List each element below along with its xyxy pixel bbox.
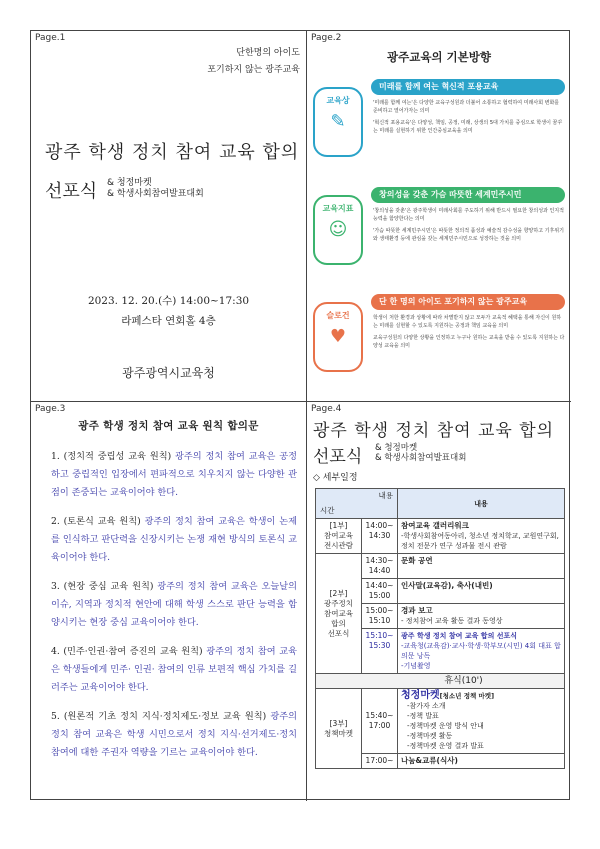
slogan <box>207 45 300 79</box>
content-cell <box>398 579 565 604</box>
principle-number: 4. <box>51 646 60 657</box>
direction-body <box>373 314 565 354</box>
direction-icon-label: 교육지표 <box>322 204 354 213</box>
content-item: -참가자 소개 <box>407 702 446 710</box>
page-label: Page.3 <box>35 404 66 414</box>
content-item: -정책마켓 운영 방식 안내 <box>407 722 484 730</box>
slogan-line: 포기하지 않는 광주교육 <box>207 65 300 75</box>
direction-icon-label: 슬로건 <box>326 311 350 320</box>
subtitle-line: & 청정마켓 <box>375 443 418 453</box>
table-row <box>316 519 565 554</box>
market-note: [청소년 정책 마켓] <box>439 692 495 700</box>
agreement-title: 광주 학생 정치 참여 교육 원칙 합의문 <box>78 420 259 432</box>
principle-text: 광주의 정치 참여 교육은 학생들에게 민주· 인권· 참여의 인류 보편적 핵심 가치를 길러주는 교육이어야 한다. <box>51 646 298 693</box>
direction-icon-box <box>313 302 363 372</box>
direction-block <box>313 187 565 275</box>
content-cell <box>398 689 565 754</box>
page-1 <box>31 31 306 401</box>
direction-icon-label: 교육상 <box>326 96 350 105</box>
direction-icon-box <box>313 87 363 157</box>
header-detail-cell: 내용 <box>398 489 565 519</box>
schedule-title: 광주 학생 정치 참여 교육 합의 <box>313 421 555 441</box>
time-cell: 14:30~ 14:40 <box>362 554 398 579</box>
page-label: Page.2 <box>311 33 342 43</box>
principle-item <box>51 643 297 697</box>
content-item: -정책 발표 <box>407 712 439 720</box>
header-time-label: 시간 <box>320 506 335 515</box>
header-content-label: 내용 <box>378 491 393 500</box>
directions-title: 광주교육의 기본방향 <box>387 50 491 64</box>
event-date: 2023. 12. 20.(수) 14:00~17:30 <box>87 295 250 307</box>
time-cell: 15:40~ 17:00 <box>362 689 398 754</box>
part-cell: [3부] 청책마켓 <box>316 689 362 769</box>
content-desc: -교육청(교육감)·교사·학생·학부모(시민) 4회 대표 합의문 낭독 -기념촬영 <box>401 642 561 670</box>
principles-list <box>51 448 297 773</box>
page-label: Page.4 <box>311 404 342 414</box>
principle-name: (정치적 중립성 교육 원칙) <box>63 451 172 462</box>
handshake-icon: ♥ <box>329 326 347 347</box>
event-venue: 라페스타 연회홀 4층 <box>121 315 216 327</box>
table-row <box>316 689 565 754</box>
principle-name: (민주·인권·참여 증진의 교육 원칙) <box>63 646 203 657</box>
content-cell <box>398 754 565 769</box>
principle-text: 광주의 정치 참여 교육은 오늘날의 이슈, 지역과 정치적 현안에 대해 학생 스스로 판단 능력을 함양시키는 현장 중심 교육이어야 한다. <box>51 581 298 628</box>
principle-number: 2. <box>51 516 60 527</box>
header-diagonal-cell <box>316 489 398 519</box>
principle-item <box>51 708 297 762</box>
direction-text: '혁신적 포용교육'은 다양성, 책임, 공정, 미래, 상생의 5대 가치를 중심으로 학생이 꿈꾸는 미래를 실현하기 위한 인간중심교육을 의미 <box>373 120 563 134</box>
part-cell: [2부] 광주정치 참여교육 합의 선포식 <box>316 554 362 674</box>
page-4 <box>307 402 571 801</box>
content-title: 인사말(교육감), 축사(내빈) <box>401 581 493 590</box>
content-title: 광주 학생 정치 참여 교육 합의 선포식 <box>401 632 518 640</box>
principle-number: 3. <box>51 581 60 592</box>
principle-number: 5. <box>51 711 60 722</box>
direction-text: 교육구성원의 다양한 상황을 인정하고 누구나 원하는 교육을 받을 수 있도록 지원하는 다양성 교육을 의미 <box>373 335 565 349</box>
direction-body <box>373 99 565 139</box>
time-cell: 14:00~ 14:30 <box>362 519 398 554</box>
book-person-icon: ✎ <box>330 111 346 132</box>
content-cell <box>398 629 565 674</box>
cover-title-line2: 선포식 <box>45 181 98 202</box>
direction-heading: 단 한 명의 아이도 포기하지 않는 광주교육 <box>371 294 565 310</box>
market-title: 청정마켓 <box>401 690 440 701</box>
schedule-table <box>315 488 565 769</box>
principle-item <box>51 578 297 632</box>
content-title: 나눔&교류(식사) <box>401 756 458 765</box>
table-header-row <box>316 489 565 519</box>
cover-subtitle <box>107 178 204 200</box>
subtitle-line: & 청정마켓 <box>107 178 152 188</box>
direction-text: '가슴 따뜻한 세계민주시민'은 따뜻한 정의적 품성과 예술적 감수성을 향양하고 기후위기와 생태환경 등에 관심을 갖는 세계민주시민으로 성장하는 것을 의미 <box>373 228 564 242</box>
content-item: -정책마켓 운영 결과 발표 <box>407 742 484 750</box>
content-cell <box>398 604 565 629</box>
direction-block <box>313 79 565 167</box>
schedule-subtitle <box>375 443 466 463</box>
slogan-line: 단한명의 아이도 <box>236 48 300 58</box>
schedule-title-line2: 선포식 <box>313 447 363 467</box>
principle-name: (현장 중심 교육 원칙) <box>63 581 154 592</box>
subtitle-line: & 학생사회참여발표대회 <box>375 453 467 463</box>
content-title <box>401 690 494 701</box>
content-cell <box>398 519 565 554</box>
document-sheet <box>30 30 570 800</box>
page-label: Page.1 <box>35 33 66 43</box>
direction-text: 학생이 처한 환경과 상황에 따라 차별받지 않고 모두가 교육적 혜택을 통해 자신이 원하는 미래를 실현할 수 있도록 지원하는 공정과 책임 교육을 의미 <box>373 315 562 329</box>
direction-block <box>313 294 565 382</box>
page-2 <box>307 31 571 401</box>
break-cell: 휴식(10') <box>316 674 565 689</box>
organizer: 광주광역시교육청 <box>122 366 215 380</box>
part-cell: [1부] 참여교육 전시관람 <box>316 519 362 554</box>
content-desc: -학생사회참여동아리, 청소년 정치학교, 교원연구회, 정치 전문가 연구 성과물 전시 관람 <box>401 532 559 550</box>
table-row <box>316 674 565 689</box>
direction-heading: 미래를 함께 여는 혁신적 포용교육 <box>371 79 565 95</box>
principle-name: (토론식 교육 원칙) <box>63 516 141 527</box>
subtitle-line: & 학생사회참여발표대회 <box>107 189 204 199</box>
direction-text: '창의성을 갖춘'은 광주학생이 미래사회를 주도하기 위해 반드시 필요한 창의성과 인지적 능력을 함양한다는 의미 <box>373 208 564 222</box>
principle-text: 광주의 정치 참여 교육은 학생 시민으로서 정치 지식·선거제도·정치 참여에 대한 주권자 역량을 기르는 교육이어야 한다. <box>51 711 298 758</box>
time-cell: 15:00~ 15:10 <box>362 604 398 629</box>
cover-title: 광주 학생 정치 참여 교육 합의 <box>45 142 300 163</box>
detail-schedule-label: ◇ 세부일정 <box>313 473 358 483</box>
content-item: -정책마켓 활동 <box>407 732 453 740</box>
principle-item <box>51 448 297 502</box>
direction-icon-box <box>313 195 363 265</box>
content-title: 경과 보고 <box>401 606 433 615</box>
principle-text: 광주의 정치 참여 교육은 학생이 논제를 인식하고 판단력을 신장시키는 논쟁 재현 방식의 토론식 교육이어야 한다. <box>51 516 298 563</box>
time-cell: 15:10~ 15:30 <box>362 629 398 674</box>
time-cell: 14:40~ 15:00 <box>362 579 398 604</box>
direction-text: '미래를 함께 여는'은 다양한 교육구성원과 더불어 소통하고 협력하여 미래사회 변화를 준비하고 열어가자는 의미 <box>373 100 560 114</box>
direction-heading: 창의성을 갖춘 가슴 따뜻한 세계민주시민 <box>371 187 565 203</box>
principle-name: (원론적 기초 정치 지식·정치제도·정보 교육 원칙) <box>63 711 267 722</box>
content-title: 문화 공연 <box>401 556 433 565</box>
principle-number: 1. <box>51 451 60 462</box>
table-row <box>316 554 565 579</box>
content-desc: - 정치참여 교육 활동 결과 동영상 <box>401 617 503 625</box>
time-cell: 17:00~ <box>362 754 398 769</box>
principle-item <box>51 513 297 567</box>
direction-body <box>373 207 565 247</box>
page-3 <box>31 402 306 801</box>
content-cell <box>398 554 565 579</box>
principle-text: 광주의 정치 참여 교육은 공정하고 중립적인 입장에서 편파적으로 치우치지 않는 다양한 관점이 존중되는 교육이어야 한다. <box>51 451 298 498</box>
people-group-icon: ☺ <box>328 219 348 240</box>
content-title: 참여교육 갤러리워크 <box>401 521 469 530</box>
